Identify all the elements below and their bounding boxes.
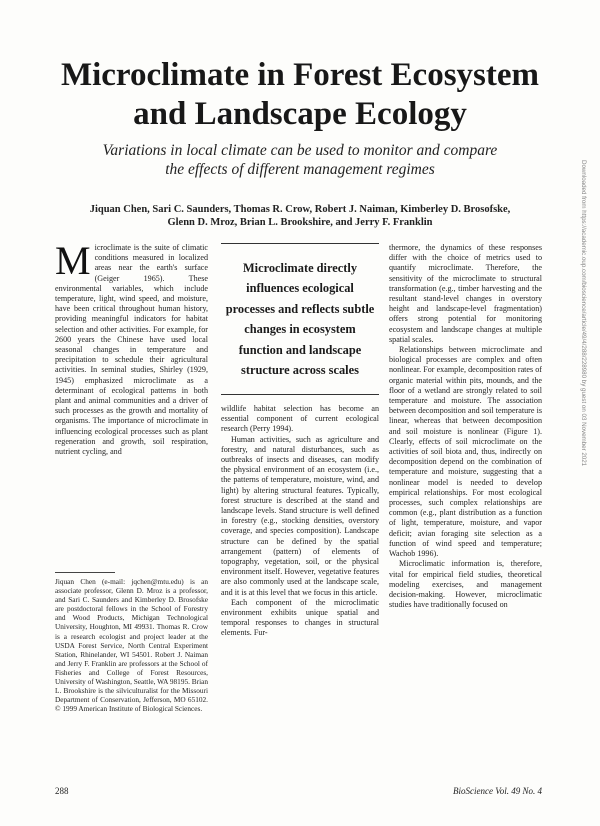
body-column-2 (221, 404, 379, 639)
body-column-3 (389, 243, 542, 610)
body-paragraph (55, 238, 208, 457)
subtitle-line-1: Variations in local climate can be used to monitor and compare (102, 142, 498, 159)
title-line-1: Microclimate in Forest Ecosystem (60, 57, 540, 93)
authors-line-2: Glenn D. Mroz, Brian L. Brookshire, and Jerry F. Franklin (167, 217, 433, 228)
drop-cap: M (55, 238, 91, 283)
body-column-1 (55, 238, 208, 457)
authors-line-1: Jiquan Chen, Sari C. Saunders, Thomas R. Crow, Robert J. Naiman, Kimberley D. Brosofske, (89, 204, 511, 215)
article-subtitle (40, 141, 560, 179)
body-text: icroclimate is the suite of climatic conditions measured in localized areas near the earth's surface (Geiger 1965). These environmental variables, which include temperature, light, wind speed, and moisture, have been critical throughout human history, providing meaningful indicators for habitat selection and other activities. For example, for 2600 years the Chinese have used local seasonal changes in temperature and precipitation to schedule their agricultural activities. In seminal studies, Shirley (1929, 1945) emphasized microclimate as a determinant of ecological patterns in both plant and animal communities and a driver of such processes as the growth and mortality of organisms. The importance of microclimate in influencing ecological processes such as plant regeneration and growth, soil respiration, nutrient cycling, and (55, 243, 208, 457)
body-paragraph: wildlife habitat selection has become an essential component of current ecological research (Perry 1994). (221, 404, 379, 434)
author-list (40, 203, 560, 229)
title-line-2: and Landscape Ecology (133, 96, 467, 132)
body-paragraph: Each component of the microclimatic environment exhibits unique spatial and temporal responses to changes in structural elements. Fur- (221, 597, 379, 638)
download-watermark (577, 160, 589, 720)
body-paragraph: Microclimatic information is, therefore, vital for empirical field studies, theoretical modeling exercises, and management decision-making. However, microclimatic studies have traditionally focused on (389, 559, 542, 610)
article-title (0, 56, 600, 134)
body-paragraph: Relationships between microclimate and biological processes are complex and often nonlinear. For example, decomposition rates of organic material within pits, mounds, and the floor of a wetland are strongly related to soil temperature and moisture. The association between decomposition and soil temperature is linear, whereas that between decomposition and soil moisture is nonlinear (Figure 1). Clearly, effects of soil microclimate on the activities of soil biota and, thus, indirectly on decomposition depend on the combination of temperature and moisture, suggesting that a nonlinear model is needed to develop empirical relationships. For most ecological processes, such complex relationships are common (e.g., plant distribution as a function of light, temperature, moisture, and vapor deficit; avian foraging site selection as a function of wind speed and temperature; Wachob 1996). (389, 345, 542, 559)
pull-quote: Microclimate directly influences ecological processes and reflects subtle changes in ecosystem function and landscape structure across scales (225, 261, 375, 378)
footnote-rule (55, 572, 115, 573)
subtitle-line-2: the effects of different management regimes (165, 161, 435, 178)
body-paragraph: thermore, the dynamics of these responses differ with the choice of metrics used to quantify microclimate. Therefore, the sensitivity of the microclimate to structural transformation (e.g., timber harvesting and the resultant stand-level changes in overstory height and landscape-level fragmentation) offers strong potential for monitoring ecosystem and landscape changes at multiple spatial scales. (389, 243, 542, 344)
download-watermark-text: Downloaded from https://academic.oup.com/bioscience/article/49/4/288/228980 by guest on 03 November 2021 (580, 160, 587, 467)
page-number: 288 (55, 786, 69, 796)
body-paragraph: Human activities, such as agriculture and forestry, and natural disturbances, such as outbreaks of insects and diseases, can modify the physical environment of an ecosystem (i.e., the patterns of temperature, moisture, wind, and light) by altering structural features. Typically, forest structure is described at the stand and landscape levels. Stand structure is well defined in forestry (e.g., stocking densities, overstory coverage, and species composition). Landscape structure can be defined by the spatial arrangement (pattern) of elements of topography, vegetation, soil, or the physical environment itself. However, vegetative features are also commonly used at the landscape scale, and it is at this level that we focus in this article. (221, 434, 379, 597)
author-bio-footnote: Jiquan Chen (e-mail: jqchen@mtu.edu) is an associate professor, Glenn D. Mroz is a professor, and Sari C. Saunders and Kimberley D. Brosofske are postdoctoral fellows in the School of Forestry and Wood Products, Michigan Technological University, Houghton, MI 49931. Thomas R. Crow is a research ecologist and project leader at the USDA Forest Service, North Central Experiment Station, Rhinelander, WI 54501. Robert J. Naiman and Jerry F. Franklin are professors at the School of Fisheries and College of Forest Resources, University of Washington, Seattle, WA 98195. Brian L. Brookshire is the silviculturalist for the Missouri Department of Conservation, Jefferson, MO 65102. © 1999 American Institute of Biological Sciences. (55, 577, 208, 714)
journal-citation: BioScience Vol. 49 No. 4 (453, 786, 542, 796)
